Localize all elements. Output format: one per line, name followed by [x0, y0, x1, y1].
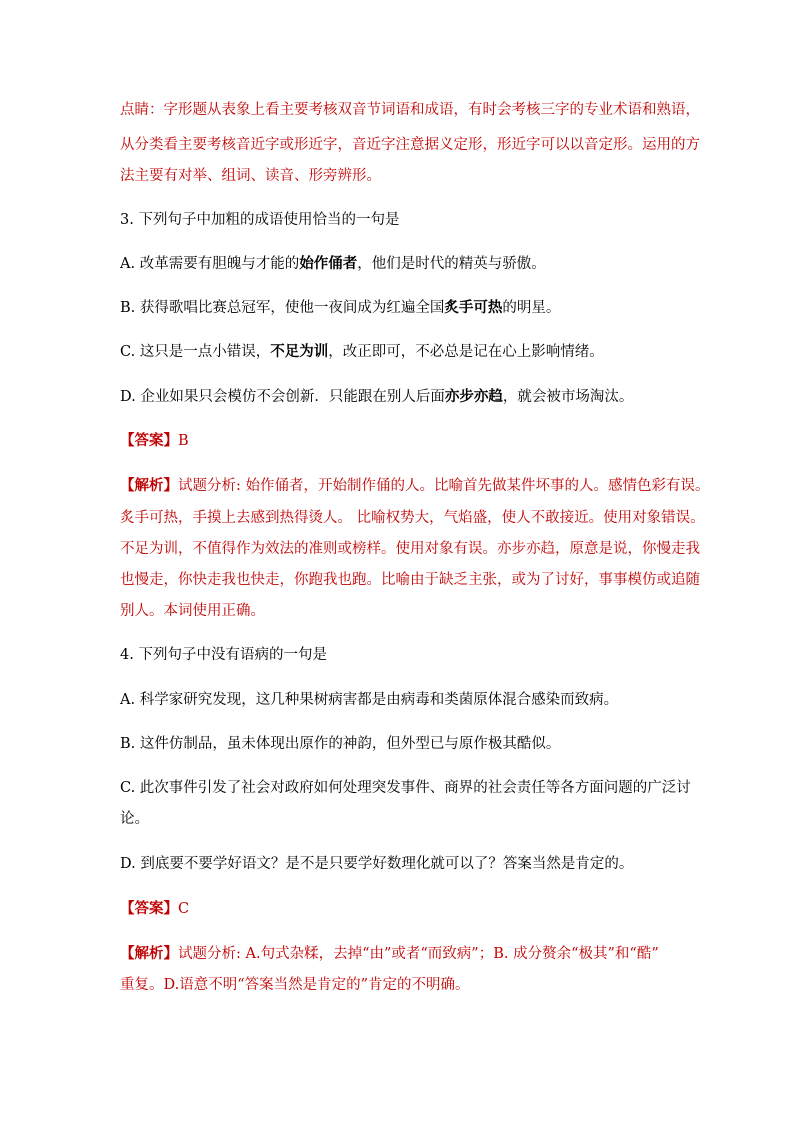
answer-value: C	[178, 901, 190, 917]
q4-analysis-line	[120, 944, 659, 964]
q4-option-b: B. 这件仿制品，虽未体现出原作的神韵，但外型已与原作极其酷似。	[120, 736, 561, 752]
q4-analysis-line: 重复。D.语意不明“答案当然是肯定的”肯定的不明确。	[120, 977, 470, 993]
note-line: 点睛：字形题从表象上看主要考核双音节词语和成语，有时会考核三字的专业术语和熟语，	[120, 102, 700, 118]
q4-option-c-cont: 论。	[120, 811, 149, 827]
option-text: C. 这只是一点小错误，	[120, 344, 271, 360]
analysis-label: 【解析】	[120, 945, 178, 962]
bold-idiom: 始作俑者	[299, 255, 358, 272]
answer-value: B	[178, 433, 189, 449]
note-line: 法主要有对举、组词、读音、形旁辨形。	[120, 168, 381, 184]
q3-analysis-line: 不足为训，不值得作为效法的准则或榜样。使用对象有误。亦步亦趋，原意是说，你慢走我	[120, 541, 700, 557]
q4-answer	[120, 899, 189, 919]
q4-option-c: C. 此次事件引发了社会对政府如何处理突发事件、商界的社会责任等各方面问题的广泛讨	[120, 780, 691, 796]
question-3-stem: 3. 下列句子中加粗的成语使用恰当的一句是	[120, 212, 400, 228]
q4-option-d: D. 到底要不要学好语文？是不是只要学好数理化就可以了？答案当然是肯定的。	[120, 856, 634, 872]
option-text: ，他们是时代的精英与骄傲。	[357, 256, 546, 272]
bold-idiom: 亦步亦趋	[444, 388, 503, 405]
option-text: D. 企业如果只会模仿不会创新．只能跟在别人后面	[120, 389, 445, 405]
answer-label: 【答案】	[120, 900, 178, 917]
q3-option-d	[120, 387, 633, 407]
q3-option-b	[120, 298, 560, 318]
analysis-text: 试题分析: 始作俑者，开始制作俑的人。比喻首先做某件坏事的人。感情色彩有误。	[178, 478, 710, 494]
q3-analysis-line: 炙手可热，手摸上去感到热得烫人。 比喻权势大，气焰盛，使人不敢接近。使用对象错误。	[120, 510, 705, 526]
q4-option-a: A. 科学家研究发现，这几种果树病害都是由病毒和类菌原体混合感染而致病。	[120, 692, 619, 708]
option-text: 的明星。	[502, 300, 561, 316]
note-line: 从分类看主要考核音近字或形近字，音近字注意据义定形，形近字可以以音定形。运用的方	[120, 137, 700, 153]
option-text: A. 改革需要有胆魄与才能的	[120, 256, 300, 272]
analysis-label: 【解析】	[120, 477, 178, 494]
answer-label: 【答案】	[120, 432, 178, 449]
option-text: ，改正即可，不必总是记在心上影响情绪。	[328, 344, 604, 360]
q3-option-a	[120, 254, 546, 274]
q3-answer	[120, 431, 189, 451]
q3-analysis-line	[120, 476, 710, 496]
bold-idiom: 炙手可热	[444, 299, 503, 316]
q3-analysis-line: 也慢走，你快走我也快走，你跑我也跑。比喻由于缺乏主张，或为了讨好，事事模仿或追随	[120, 572, 700, 588]
q3-analysis-line: 别人。本词使用正确。	[120, 603, 265, 619]
option-text: ，就会被市场淘汰。	[502, 389, 634, 405]
q3-option-c	[120, 342, 604, 362]
option-text: B. 获得歌唱比赛总冠军，使他一夜间成为红遍全国	[120, 300, 445, 316]
question-4-stem: 4. 下列句子中没有语病的一句是	[120, 647, 327, 663]
bold-idiom: 不足为训	[270, 343, 329, 360]
analysis-text: 试题分析: A.句式杂糅，去掉“由”或者“而致病”；B. 成分赘余“极其”和“酷”	[178, 946, 659, 962]
